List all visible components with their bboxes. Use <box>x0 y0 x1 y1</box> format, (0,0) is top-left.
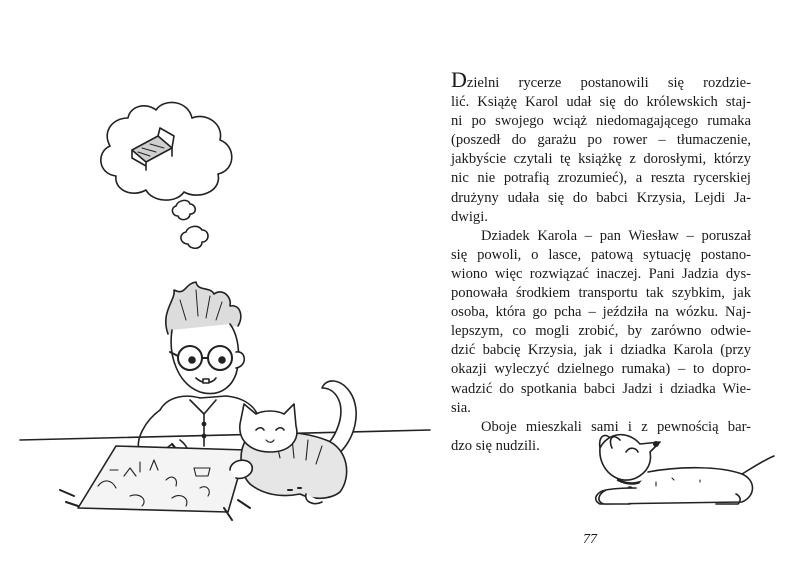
table-edge <box>20 430 430 440</box>
text-line: dzo się nudzili. <box>451 437 540 454</box>
text-line: ponowała środkiem transportu tak szybkim, jak <box>451 285 751 302</box>
paragraph-2 <box>451 227 751 418</box>
drawing-paper <box>60 446 250 520</box>
text-line: jakbyście czytali tę książkę z dorosłymi, którzy <box>451 151 751 168</box>
paragraph-1 <box>451 67 751 227</box>
text-line: lepszym, co mogli zrobić, by zarówno odwie- <box>451 323 751 340</box>
text-line: osoba, która go pcha – jeździła na wózku. Naj- <box>451 304 751 321</box>
text-line: Oboje mieszkali sami i z pewnością bar- <box>481 418 751 435</box>
text-column <box>451 67 751 456</box>
paragraph-3 <box>451 418 751 456</box>
text-line: Dziadek Karola – pan Wiesław – poruszał <box>481 227 751 244</box>
text-line: ni po swojego wciąż niedomagającego rumaka <box>451 113 751 130</box>
text-line: okazji wyleczyć dzielnego rumaka) – to dopro- <box>451 361 751 378</box>
text-line: nic nie potrafią zrozumieć), a reszta rycerskiej <box>451 170 751 187</box>
text-line: wiono więc rozwiązać inaczej. Pani Jadzia dys- <box>451 265 751 282</box>
dropcap: D <box>451 67 467 92</box>
text-line-content: zielni rycerze postanowili się rozdzie- <box>466 75 751 91</box>
page-number: 77 <box>583 532 597 547</box>
text-line: wadzić do spotkania babci Jadzi i dziadka Wie- <box>451 380 751 397</box>
text-line <box>451 67 751 93</box>
text-line: sia. <box>451 399 471 416</box>
text-line: dzić babcię Krzysia, jak i dziadka Karola (przy <box>451 342 751 359</box>
text-line: (poszedł do garażu po rower – tłumaczenie, <box>451 132 751 149</box>
text-line: dwigi. <box>451 208 488 225</box>
text-line: lić. Książę Karol udał się do królewskich staj- <box>451 94 751 111</box>
text-line: drużyny udała się do babci Krzysia, Lejdi Ja- <box>451 189 751 206</box>
cat-figure <box>230 381 356 504</box>
thought-cloud <box>101 102 232 200</box>
text-line: się powoli, o lasce, patową sytuację postano- <box>451 246 751 263</box>
thought-bubble-small <box>172 200 208 248</box>
